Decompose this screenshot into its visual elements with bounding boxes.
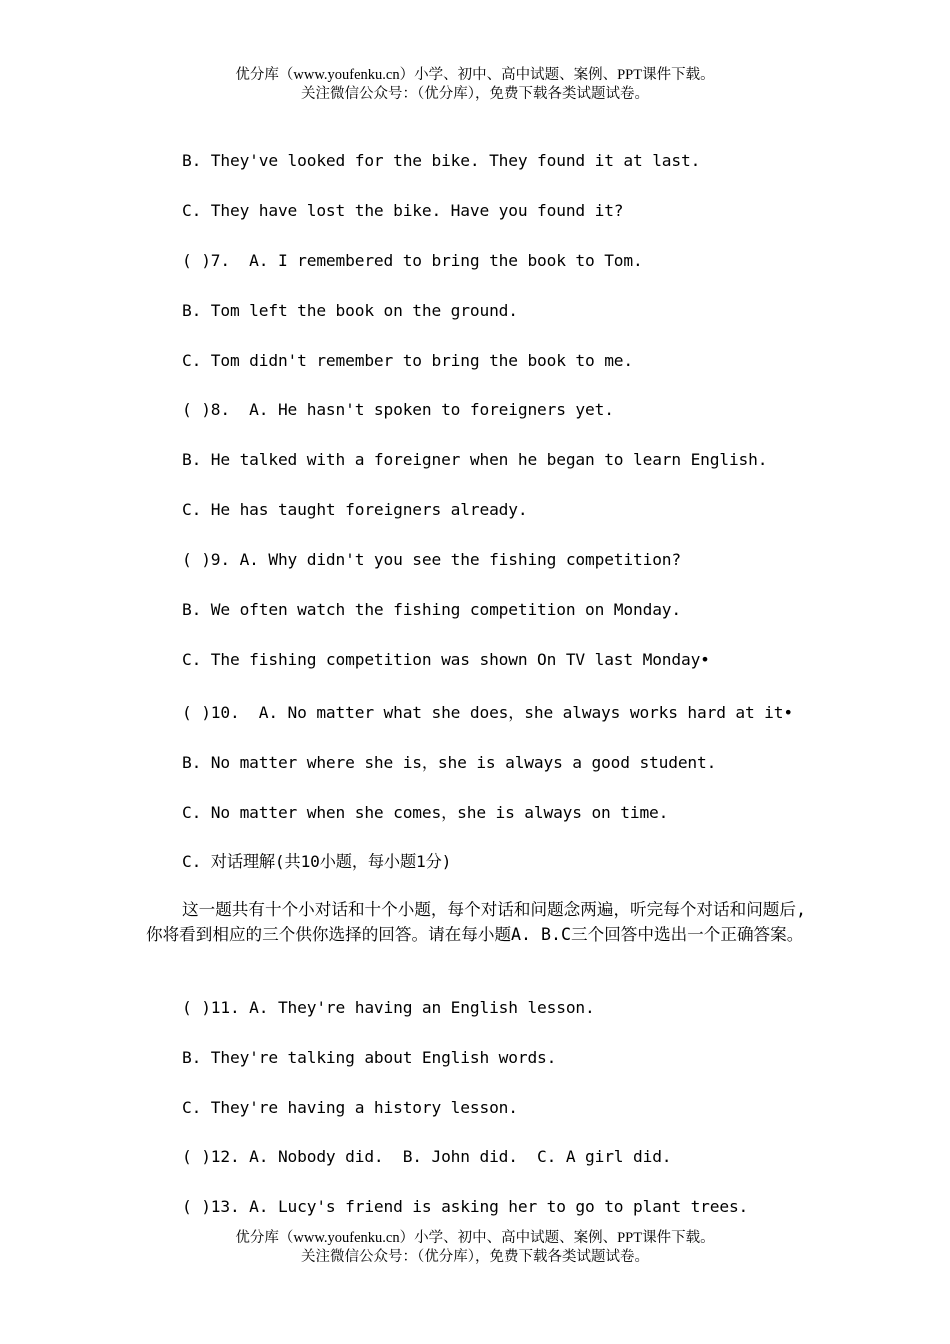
question-10: ( )10. A. No matter what she does，she always works hard at it• [182, 703, 793, 722]
question-13: ( )13. A. Lucy's friend is asking her to go to plant trees. [182, 1197, 749, 1216]
option-10b: B. No matter where she is，she is always a good student. [182, 753, 717, 772]
question-8: ( )8. A. He hasn't spoken to foreigners yet. [182, 400, 614, 419]
page-header [0, 66, 950, 104]
option-7c: C. Tom didn't remember to bring the book to me. [182, 351, 633, 370]
section-heading: C. 对话理解(共10小题，每小题1分) [182, 852, 452, 871]
option-6c: C. They have lost the bike. Have you found it? [182, 201, 624, 220]
option-11c: C. They're having a history lesson. [182, 1098, 518, 1117]
option-7b: B. Tom left the book on the ground. [182, 301, 518, 320]
section-instruction: 这一题共有十个小对话和十个小题，每个对话和问题念两遍，听完每个对话和问题后,你将看到相应的三个供你选择的回答。请在每小题A. B.C三个回答中选出一个正确答案。 [146, 900, 806, 944]
page-footer [0, 1229, 950, 1267]
option-9c: C. The fishing competition was shown On TV last Monday• [182, 650, 710, 669]
footer-line-1: 优分库（www.youfenku.cn）小学、初中、高中试题、案例、PPT课件下载。 [235, 1230, 715, 1246]
option-9b: B. We often watch the fishing competition on Monday. [182, 600, 681, 619]
option-10c: C. No matter when she comes，she is always on time. [182, 803, 669, 822]
header-line-2: 关注微信公众号：（优分库），免费下载各类试题试卷。 [301, 86, 649, 102]
option-6b: B. They've looked for the bike. They found it at last. [182, 151, 701, 170]
option-8b: B. He talked with a foreigner when he began to learn English. [182, 450, 768, 469]
header-line-1: 优分库（www.youfenku.cn）小学、初中、高中试题、案例、PPT课件下载。 [235, 67, 715, 83]
option-8c: C. He has taught foreigners already. [182, 500, 528, 519]
question-11: ( )11. A. They're having an English lesson. [182, 998, 595, 1017]
question-9: ( )9. A. Why didn't you see the fishing competition? [182, 550, 681, 569]
option-11b: B. They're talking about English words. [182, 1048, 557, 1067]
footer-line-2: 关注微信公众号：（优分库），免费下载各类试题试卷。 [301, 1249, 649, 1265]
question-7: ( )7. A. I remembered to bring the book to Tom. [182, 251, 643, 270]
question-12: ( )12. A. Nobody did. B. John did. C. A girl did. [182, 1147, 672, 1166]
